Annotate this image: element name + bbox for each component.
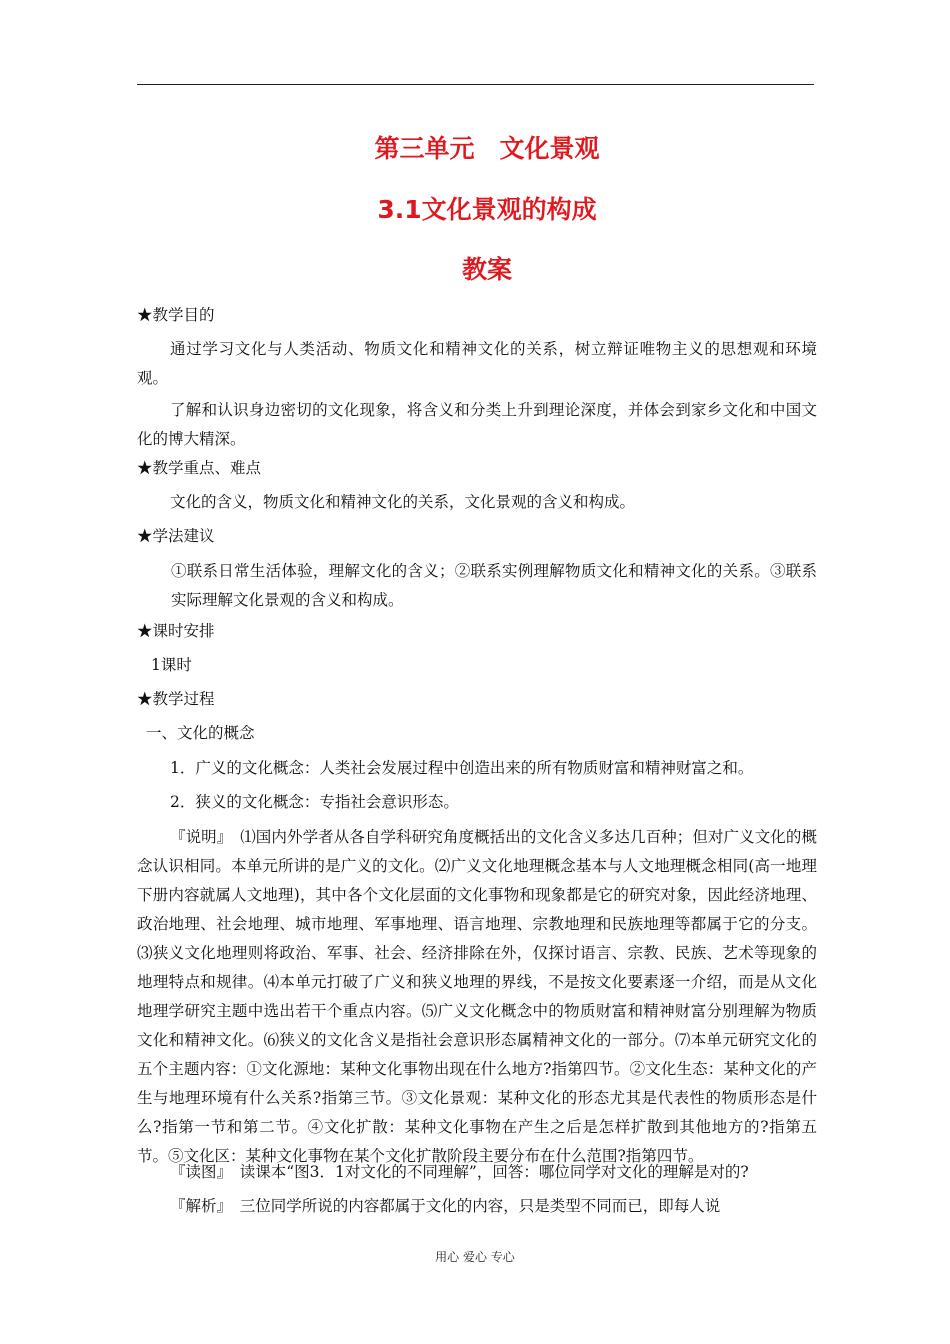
- goal-paragraph-1: 通过学习文化与人类活动、物质文化和精神文化的关系，树立辩证唯物主义的思想观和环境观。: [137, 340, 817, 387]
- process-heading: ★教学过程: [137, 690, 215, 708]
- doc-type-title: 教案: [461, 255, 512, 284]
- method-paragraph: ①联系日常生活体验，理解文化的含义；②联系实例理解物质文化和精神文化的关系。③联系实际理解文化景观的含义和构成。: [171, 562, 817, 609]
- key-points-heading: ★教学重点、难点: [137, 459, 262, 477]
- analysis-paragraph: 『解析』 三位同学所说的内容都属于文化的内容，只是类型不同而已，即每人说: [170, 1197, 721, 1215]
- page-footer: 用心 爱心 专心: [435, 1250, 515, 1264]
- schedule-heading: ★课时安排: [137, 622, 215, 640]
- goal-paragraph-2: 了解和认识身边密切的文化现象，将含义和分类上升到理论深度，并体会到家乡文化和中国文化的博大精深。: [137, 401, 817, 448]
- concept-item-1: 1．广义的文化概念：人类社会发展过程中创造出来的所有物质财富和精神财富之和。: [170, 759, 754, 777]
- goal-heading: ★教学目的: [137, 306, 215, 324]
- method-heading: ★学法建议: [137, 527, 215, 545]
- key-points-paragraph: 文化的含义，物质文化和精神文化的关系，文化景观的含义和构成。: [170, 493, 636, 511]
- section-title: 3.1文化景观的构成: [377, 195, 597, 224]
- read-figure-paragraph: 『读图』 读课本“图3．1对文化的不同理解”，回答：哪位同学对文化的理解是对的?: [170, 1163, 749, 1181]
- header-rule: [137, 84, 814, 85]
- concept-item-2: 2．狭义的文化概念：专指社会意识形态。: [170, 793, 459, 811]
- unit-title: 第三单元 文化景观: [374, 134, 600, 163]
- schedule-paragraph: 1课时: [151, 656, 192, 674]
- part-one-heading: 一、文化的概念: [146, 724, 255, 742]
- note-paragraph: 『说明』 ⑴国内外学者从各自学科研究角度概括出的文化含义多达几百种；但对广义文化的概念认识相同。本单元所讲的是广义的文化。⑵广义文化地理概念基本与人文地理概念相同(高一地理下册内容就属人文地理)，其中各个文化层面的文化事物和现象都是它的研究对象，因此经济地理、政治地理、社会地理、城市地理、军事地理、语言地理、宗教地理和民族地理等都属于它的分支。⑶狭义文化地理则将政治、军事、社会、经济排除在外，仅探讨语言、宗教、民族、艺术等现象的地理特点和规律。⑷本单元打破了广义和狭义地理的界线，不是按文化要素逐一介绍，而是从文化地理学研究主题中选出若干个重点内容。⑸广义文化概念中的物质财富和精神财富分别理解为物质文化和精神文化。⑹狭义的文化含义是指社会意识形态属精神文化的一部分。⑺本单元研究文化的五个主题内容：①文化源地：某种文化事物出现在什么地方?指第四节。②文化生态：某种文化的产生与地理环境有什么关系?指第三节。③文化景观：某种文化的形态尤其是代表性的物质形态是什么?指第一节和第二节。④文化扩散：某种文化事物在产生之后是怎样扩散到其他地方的?指第五节。⑤文化区：某种文化事物在某个文化扩散阶段主要分布在什么范围?指第四节。: [137, 828, 817, 1165]
